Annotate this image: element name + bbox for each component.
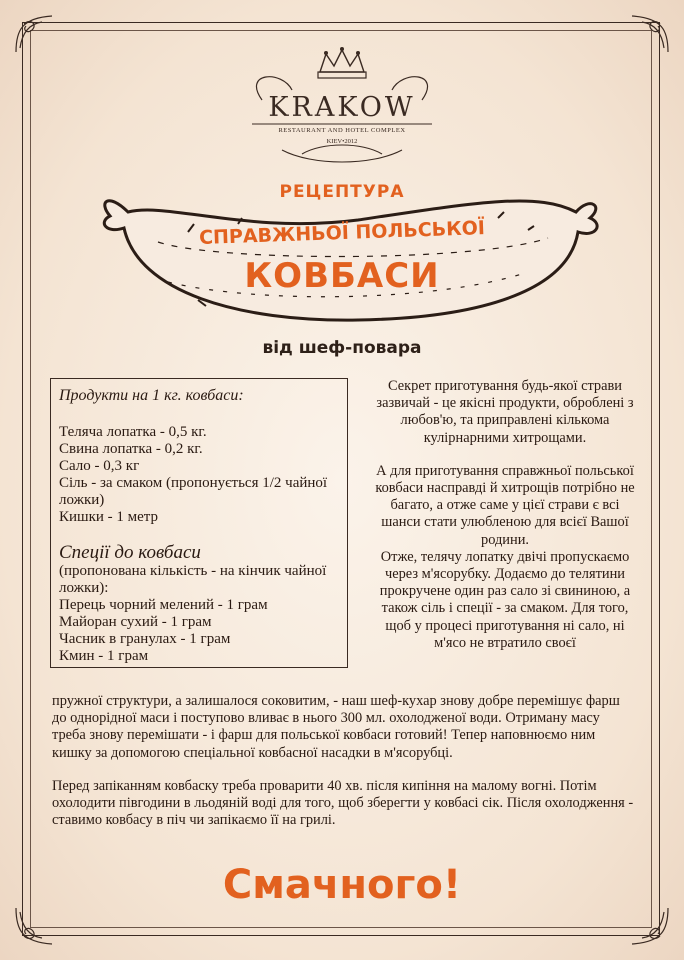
from-chef-subheading: від шеф-повара [262,338,422,358]
real-polish-heading: СПРАВЖНЬОЇ ПОЛЬСЬКОЇ [198,217,486,249]
spices-note: (пропонована кількість - на кінчик чайної ложки): [59,563,327,596]
ingredients-box [50,378,348,668]
krakow-logo [222,42,462,170]
recipe-heading: РЕЦЕПТУРА [279,182,405,202]
spice-item: Майоран сухий - 1 грам [59,614,212,630]
method-paragraph-1: Отже, телячу лопатку двічі пропускаємо через м'ясорубку. Додаємо до телятини прокручене один раз сало зі свининою, а також сіль і спеції - за смаком. Для того, щоб у процесі приготування ні сало, ні м'ясо не втратило своєї [379,548,631,651]
corner-ornament-icon [12,904,56,948]
logo-year: KIEV•2012 [326,138,358,145]
method-text [52,693,634,845]
spice-item: Перець чорний мелений - 1 грам [59,597,268,613]
bon-appetit-heading: Смачного! [222,862,462,908]
method-paragraph-2: пружної структури, а залишалося соковитим, - наш шеф-кухар знову добре перемішує фарш до однорідної маси і поступово вливає в нього 300 мл. охолодженої води. Отриману масу треба знову перемішати - і фарш для польської ковбаси готовий! Тепер наповнюємо ним кишку за допомогою спеціальної ковбасної насадки в м'ясорубці. [52,693,620,761]
spices-title: Спеції до ковбаси [59,542,201,563]
intro-column [372,378,638,652]
corner-ornament-icon [628,904,672,948]
sausage-heading: КОВБАСИ [244,256,440,296]
corner-ornament-icon [12,12,56,56]
logo-name: KRAKOW [268,92,416,123]
intro-paragraph-2: А для приготування справжньої польської ковбаси насправді й хитрощів потрібно не багато, а отже саме у цієї страви є всі шанси стати улюбленою для всієї Вашої родини. [375,462,635,548]
ingredient-item: Сало - 0,3 кг [59,458,140,474]
spice-item: Кмин - 1 грам [59,648,149,664]
ingredient-item: Сіль - за смаком (пропонується 1/2 чайної ложки) [59,475,328,508]
spice-item: Часник в гранулах - 1 грам [59,631,231,647]
intro-paragraph-1: Секрет приготування будь-якої страви зазвичай - це якісні продукти, оброблені з любов'ю, та приправлені кількома кулірнарними хитрощами. [376,378,634,446]
logo-subtitle: RESTAURANT AND HOTEL COMPLEX [278,127,406,134]
method-paragraph-3: Перед запіканням ковбаску треба проварити 40 хв. після кипіння на малому вогні. Потім охолодити півгодини в льодяній воді для того, щоб зберегти у ковбасі сік. Після охолодження - ставимо ковбасу в піч чи запікаємо її на грилі. [52,777,634,829]
ingredient-item: Теляча лопатка - 0,5 кг. [59,424,207,440]
ingredient-item: Кишки - 1 метр [59,509,159,525]
ingredient-item: Свина лопатка - 0,2 кг. [59,441,203,457]
corner-ornament-icon [628,12,672,56]
ingredients-title: Продукти на 1 кг. ковбаси: [59,387,244,404]
